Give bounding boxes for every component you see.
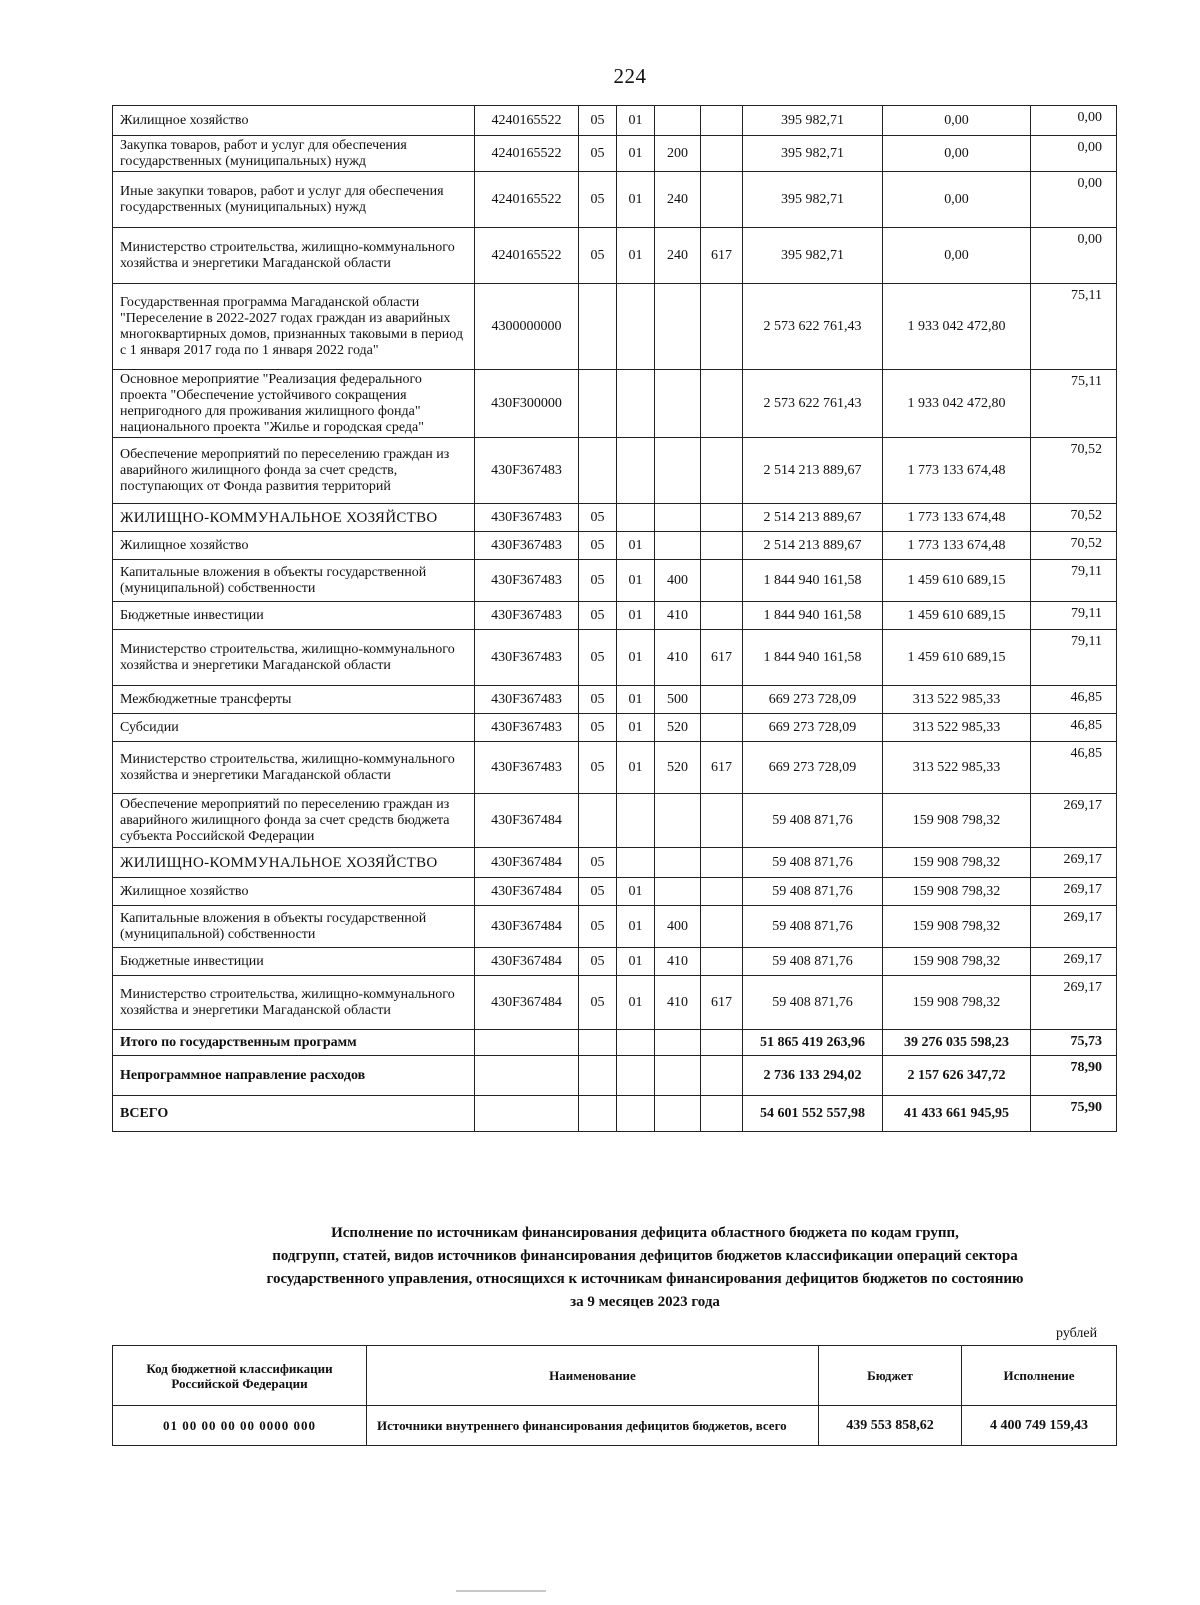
row-budget: 669 273 728,09 xyxy=(743,686,883,714)
table-row xyxy=(113,136,1117,172)
table-row xyxy=(113,976,1117,1030)
row-budget: 2 573 622 761,43 xyxy=(743,370,883,438)
sources-section-title xyxy=(145,1222,1145,1314)
row-name: Капитальные вложения в объекты государственной (муниципальной) собственности xyxy=(113,906,475,948)
row-budget: 59 408 871,76 xyxy=(743,878,883,906)
row-name: Министерство строительства, жилищно-коммунального хозяйства и энергетики Магаданской области xyxy=(113,228,475,284)
row-code: 4240165522 xyxy=(475,106,579,136)
row-subsection: 01 xyxy=(617,172,655,228)
row-subsection xyxy=(617,1030,655,1056)
sources-row xyxy=(113,1406,1117,1446)
row-code: 430F300000 xyxy=(475,370,579,438)
row-execution: 0,00 xyxy=(883,106,1031,136)
row-subsection: 01 xyxy=(617,878,655,906)
row-section: 05 xyxy=(579,848,617,878)
row-expense-type xyxy=(655,1030,701,1056)
row-administrator xyxy=(701,284,743,370)
row-administrator xyxy=(701,1096,743,1132)
row-expense-type: 520 xyxy=(655,742,701,794)
row-section xyxy=(579,284,617,370)
row-name: Субсидии xyxy=(113,714,475,742)
row-name: ВСЕГО xyxy=(113,1096,475,1132)
row-section xyxy=(579,370,617,438)
row-section: 05 xyxy=(579,172,617,228)
row-percent: 79,11 xyxy=(1031,560,1117,602)
row-execution: 159 908 798,32 xyxy=(883,948,1031,976)
row-execution: 313 522 985,33 xyxy=(883,686,1031,714)
row-administrator xyxy=(701,848,743,878)
row-name: Бюджетные инвестиции xyxy=(113,948,475,976)
row-expense-type: 240 xyxy=(655,172,701,228)
row-budget: 2 514 213 889,67 xyxy=(743,532,883,560)
row-subsection: 01 xyxy=(617,630,655,686)
row-code: 430F367484 xyxy=(475,976,579,1030)
row-percent: 269,17 xyxy=(1031,976,1117,1030)
row-code: 430F367483 xyxy=(475,602,579,630)
row-execution: 313 522 985,33 xyxy=(883,742,1031,794)
section-title-line: подгрупп, статей, видов источников финансирования дефицитов бюджетов классификации операций сектора xyxy=(272,1248,1018,1264)
row-code: 4240165522 xyxy=(475,228,579,284)
row-percent: 79,11 xyxy=(1031,602,1117,630)
row-administrator xyxy=(701,172,743,228)
row-subsection xyxy=(617,848,655,878)
table-row xyxy=(113,172,1117,228)
row-expense-type xyxy=(655,504,701,532)
row-expense-type xyxy=(655,284,701,370)
row-budget: 59 408 871,76 xyxy=(743,848,883,878)
row-section: 05 xyxy=(579,878,617,906)
row-execution: 0,00 xyxy=(883,136,1031,172)
row-name: Иные закупки товаров, работ и услуг для обеспечения государственных (муниципальных) нужд xyxy=(113,172,475,228)
row-execution: 159 908 798,32 xyxy=(883,906,1031,948)
row-subsection: 01 xyxy=(617,906,655,948)
row-name: Закупка товаров, работ и услуг для обеспечения государственных (муниципальных) нужд xyxy=(113,136,475,172)
row-expense-type: 400 xyxy=(655,560,701,602)
sources-header-row xyxy=(113,1346,1117,1406)
row-subsection: 01 xyxy=(617,532,655,560)
row-code: 430F367484 xyxy=(475,848,579,878)
row-code: 430F367483 xyxy=(475,532,579,560)
row-execution: 1 773 133 674,48 xyxy=(883,504,1031,532)
table-row xyxy=(113,742,1117,794)
row-expense-type xyxy=(655,878,701,906)
row-expense-type xyxy=(655,848,701,878)
row-administrator xyxy=(701,948,743,976)
row-administrator xyxy=(701,686,743,714)
row-name: Бюджетные инвестиции xyxy=(113,602,475,630)
table-row xyxy=(113,1030,1117,1056)
row-subsection xyxy=(617,370,655,438)
row-subsection: 01 xyxy=(617,976,655,1030)
table-row xyxy=(113,1096,1117,1132)
row-code: 430F367483 xyxy=(475,630,579,686)
row-administrator xyxy=(701,906,743,948)
row-administrator: 617 xyxy=(701,742,743,794)
header-budget: Бюджет xyxy=(819,1346,962,1406)
row-name: ЖИЛИЩНО-КОММУНАЛЬНОЕ ХОЗЯЙСТВО xyxy=(113,848,475,878)
row-section: 05 xyxy=(579,742,617,794)
row-percent: 79,11 xyxy=(1031,630,1117,686)
row-code: 4240165522 xyxy=(475,136,579,172)
table-row xyxy=(113,714,1117,742)
row-name: Министерство строительства, жилищно-коммунального хозяйства и энергетики Магаданской области xyxy=(113,630,475,686)
row-section: 05 xyxy=(579,976,617,1030)
row-expense-type xyxy=(655,794,701,848)
row-section xyxy=(579,1096,617,1132)
table-row xyxy=(113,438,1117,504)
row-percent: 269,17 xyxy=(1031,848,1117,878)
row-section: 05 xyxy=(579,106,617,136)
row-code: 430F367483 xyxy=(475,714,579,742)
row-expense-type xyxy=(655,106,701,136)
row-section: 05 xyxy=(579,714,617,742)
row-subsection xyxy=(617,438,655,504)
table-row xyxy=(113,504,1117,532)
row-execution: 1 933 042 472,80 xyxy=(883,370,1031,438)
row-expense-type xyxy=(655,532,701,560)
source-name: Источники внутреннего финансирования дефицитов бюджетов, всего xyxy=(367,1406,819,1446)
row-budget: 59 408 871,76 xyxy=(743,906,883,948)
row-budget: 2 573 622 761,43 xyxy=(743,284,883,370)
row-subsection: 01 xyxy=(617,742,655,794)
row-percent: 46,85 xyxy=(1031,686,1117,714)
table-row xyxy=(113,794,1117,848)
row-execution: 159 908 798,32 xyxy=(883,976,1031,1030)
row-administrator xyxy=(701,438,743,504)
row-name: Основное мероприятие "Реализация федерального проекта "Обеспечение устойчивого сокращения непригодного для проживания жилищного фонда" национального проекта "Жилье и городская среда" xyxy=(113,370,475,438)
table-row xyxy=(113,848,1117,878)
row-name: Государственная программа Магаданской области "Переселение в 2022-2027 годах граждан из аварийных многоквартирных домов, признанных таковыми в период с 1 января 2017 года по 1 января 2022 года" xyxy=(113,284,475,370)
row-budget: 1 844 940 161,58 xyxy=(743,602,883,630)
row-name: Жилищное хозяйство xyxy=(113,532,475,560)
row-code: 430F367483 xyxy=(475,742,579,794)
row-budget: 669 273 728,09 xyxy=(743,742,883,794)
row-subsection: 01 xyxy=(617,602,655,630)
row-section: 05 xyxy=(579,560,617,602)
table-row xyxy=(113,1056,1117,1096)
table-row xyxy=(113,948,1117,976)
row-name: Непрограммное направление расходов xyxy=(113,1056,475,1096)
section-title-line: за 9 месяцев 2023 года xyxy=(570,1294,720,1310)
row-expense-type: 400 xyxy=(655,906,701,948)
row-expense-type: 410 xyxy=(655,602,701,630)
row-execution: 0,00 xyxy=(883,172,1031,228)
row-subsection xyxy=(617,504,655,532)
row-administrator: 617 xyxy=(701,630,743,686)
row-percent: 269,17 xyxy=(1031,906,1117,948)
row-budget: 395 982,71 xyxy=(743,172,883,228)
row-administrator xyxy=(701,370,743,438)
row-expense-type: 520 xyxy=(655,714,701,742)
row-expense-type: 410 xyxy=(655,948,701,976)
row-execution: 313 522 985,33 xyxy=(883,714,1031,742)
row-section: 05 xyxy=(579,136,617,172)
row-administrator xyxy=(701,602,743,630)
row-name: Жилищное хозяйство xyxy=(113,106,475,136)
row-section: 05 xyxy=(579,504,617,532)
row-execution: 159 908 798,32 xyxy=(883,878,1031,906)
row-code: 430F367483 xyxy=(475,504,579,532)
table-row xyxy=(113,370,1117,438)
row-administrator: 617 xyxy=(701,976,743,1030)
row-administrator xyxy=(701,1056,743,1096)
row-name: Итого по государственным программ xyxy=(113,1030,475,1056)
row-subsection: 01 xyxy=(617,136,655,172)
row-budget: 2 514 213 889,67 xyxy=(743,438,883,504)
row-subsection xyxy=(617,794,655,848)
row-code: 430F367484 xyxy=(475,794,579,848)
row-section: 05 xyxy=(579,602,617,630)
row-name: Министерство строительства, жилищно-коммунального хозяйства и энергетики Магаданской области xyxy=(113,976,475,1030)
row-budget: 51 865 419 263,96 xyxy=(743,1030,883,1056)
scan-artifact xyxy=(456,1590,546,1592)
row-subsection: 01 xyxy=(617,560,655,602)
section-title-line: государственного управления, относящихся к источникам финансирования дефицитов бюджетов по состоянию xyxy=(266,1271,1024,1287)
sources-table xyxy=(112,1345,1117,1446)
row-budget: 395 982,71 xyxy=(743,106,883,136)
row-execution: 2 157 626 347,72 xyxy=(883,1056,1031,1096)
row-administrator xyxy=(701,714,743,742)
row-percent: 70,52 xyxy=(1031,438,1117,504)
row-percent: 78,90 xyxy=(1031,1056,1117,1096)
row-percent: 70,52 xyxy=(1031,504,1117,532)
row-subsection xyxy=(617,1096,655,1132)
row-percent: 269,17 xyxy=(1031,878,1117,906)
table-row xyxy=(113,686,1117,714)
row-name: Межбюджетные трансферты xyxy=(113,686,475,714)
source-code: 01 00 00 00 00 0000 000 xyxy=(113,1406,367,1446)
row-administrator: 617 xyxy=(701,228,743,284)
row-budget: 1 844 940 161,58 xyxy=(743,630,883,686)
row-code: 430F367483 xyxy=(475,686,579,714)
row-code: 430F367483 xyxy=(475,560,579,602)
row-code: 4240165522 xyxy=(475,172,579,228)
row-administrator xyxy=(701,504,743,532)
row-percent: 0,00 xyxy=(1031,172,1117,228)
row-expense-type xyxy=(655,1096,701,1132)
row-administrator xyxy=(701,136,743,172)
row-administrator xyxy=(701,532,743,560)
row-code xyxy=(475,1030,579,1056)
row-subsection: 01 xyxy=(617,106,655,136)
row-administrator xyxy=(701,794,743,848)
row-expense-type: 200 xyxy=(655,136,701,172)
row-code: 430F367483 xyxy=(475,438,579,504)
row-execution: 41 433 661 945,95 xyxy=(883,1096,1031,1132)
row-section xyxy=(579,438,617,504)
row-administrator xyxy=(701,560,743,602)
row-percent: 269,17 xyxy=(1031,948,1117,976)
row-budget: 669 273 728,09 xyxy=(743,714,883,742)
row-percent: 75,73 xyxy=(1031,1030,1117,1056)
row-section: 05 xyxy=(579,228,617,284)
expenditure-table xyxy=(112,105,1117,1132)
header-code: Код бюджетной классификации Российской Федерации xyxy=(113,1346,367,1406)
row-expense-type: 410 xyxy=(655,630,701,686)
row-name: ЖИЛИЩНО-КОММУНАЛЬНОЕ ХОЗЯЙСТВО xyxy=(113,504,475,532)
row-execution: 159 908 798,32 xyxy=(883,794,1031,848)
row-section xyxy=(579,1030,617,1056)
row-name: Капитальные вложения в объекты государственной (муниципальной) собственности xyxy=(113,560,475,602)
row-execution: 0,00 xyxy=(883,228,1031,284)
table-row xyxy=(113,228,1117,284)
row-budget: 54 601 552 557,98 xyxy=(743,1096,883,1132)
row-code: 430F367484 xyxy=(475,878,579,906)
table-row xyxy=(113,532,1117,560)
row-expense-type xyxy=(655,1056,701,1096)
section-title-line: Исполнение по источникам финансирования дефицита областного бюджета по кодам групп, xyxy=(331,1225,959,1241)
row-expense-type xyxy=(655,438,701,504)
row-section xyxy=(579,1056,617,1096)
row-code: 430F367484 xyxy=(475,906,579,948)
row-administrator xyxy=(701,106,743,136)
header-name: Наименование xyxy=(367,1346,819,1406)
row-percent: 75,90 xyxy=(1031,1096,1117,1132)
table-row xyxy=(113,106,1117,136)
row-name: Министерство строительства, жилищно-коммунального хозяйства и энергетики Магаданской области xyxy=(113,742,475,794)
row-execution: 1 773 133 674,48 xyxy=(883,532,1031,560)
row-budget: 395 982,71 xyxy=(743,228,883,284)
row-section: 05 xyxy=(579,630,617,686)
row-administrator xyxy=(701,1030,743,1056)
row-expense-type: 410 xyxy=(655,976,701,1030)
row-budget: 2 736 133 294,02 xyxy=(743,1056,883,1096)
row-subsection xyxy=(617,284,655,370)
currency-unit: рублей xyxy=(1056,1326,1098,1341)
row-budget: 2 514 213 889,67 xyxy=(743,504,883,532)
row-percent: 75,11 xyxy=(1031,370,1117,438)
row-section: 05 xyxy=(579,532,617,560)
row-subsection: 01 xyxy=(617,228,655,284)
page-number: 224 xyxy=(613,64,647,88)
row-expense-type xyxy=(655,370,701,438)
row-subsection xyxy=(617,1056,655,1096)
row-budget: 59 408 871,76 xyxy=(743,948,883,976)
row-budget: 59 408 871,76 xyxy=(743,794,883,848)
row-percent: 46,85 xyxy=(1031,742,1117,794)
row-name: Обеспечение мероприятий по переселению граждан из аварийного жилищного фонда за счет средств, поступающих от Фонда развития территорий xyxy=(113,438,475,504)
row-execution: 1 459 610 689,15 xyxy=(883,630,1031,686)
row-name: Жилищное хозяйство xyxy=(113,878,475,906)
source-budget: 439 553 858,62 xyxy=(819,1406,962,1446)
row-execution: 1 773 133 674,48 xyxy=(883,438,1031,504)
row-budget: 59 408 871,76 xyxy=(743,976,883,1030)
row-subsection: 01 xyxy=(617,948,655,976)
row-percent: 0,00 xyxy=(1031,228,1117,284)
row-percent: 269,17 xyxy=(1031,794,1117,848)
expenditure-table-body xyxy=(113,106,1117,1132)
row-code xyxy=(475,1056,579,1096)
row-code xyxy=(475,1096,579,1132)
table-row xyxy=(113,906,1117,948)
header-execution: Исполнение xyxy=(962,1346,1117,1406)
row-subsection: 01 xyxy=(617,714,655,742)
row-execution: 1 459 610 689,15 xyxy=(883,602,1031,630)
row-code: 4300000000 xyxy=(475,284,579,370)
row-section: 05 xyxy=(579,686,617,714)
source-execution: 4 400 749 159,43 xyxy=(962,1406,1117,1446)
row-section xyxy=(579,794,617,848)
row-administrator xyxy=(701,878,743,906)
table-row xyxy=(113,878,1117,906)
row-code: 430F367484 xyxy=(475,948,579,976)
table-row xyxy=(113,560,1117,602)
table-row xyxy=(113,284,1117,370)
row-expense-type: 240 xyxy=(655,228,701,284)
row-section: 05 xyxy=(579,906,617,948)
row-budget: 395 982,71 xyxy=(743,136,883,172)
row-percent: 46,85 xyxy=(1031,714,1117,742)
row-execution: 1 459 610 689,15 xyxy=(883,560,1031,602)
row-budget: 1 844 940 161,58 xyxy=(743,560,883,602)
row-execution: 39 276 035 598,23 xyxy=(883,1030,1031,1056)
row-execution: 159 908 798,32 xyxy=(883,848,1031,878)
row-percent: 75,11 xyxy=(1031,284,1117,370)
row-execution: 1 933 042 472,80 xyxy=(883,284,1031,370)
row-section: 05 xyxy=(579,948,617,976)
table-row xyxy=(113,630,1117,686)
row-percent: 0,00 xyxy=(1031,106,1117,136)
row-percent: 0,00 xyxy=(1031,136,1117,172)
table-row xyxy=(113,602,1117,630)
row-name: Обеспечение мероприятий по переселению граждан из аварийного жилищного фонда за счет средств бюджета субъекта Российской Федерации xyxy=(113,794,475,848)
row-subsection: 01 xyxy=(617,686,655,714)
row-expense-type: 500 xyxy=(655,686,701,714)
row-percent: 70,52 xyxy=(1031,532,1117,560)
